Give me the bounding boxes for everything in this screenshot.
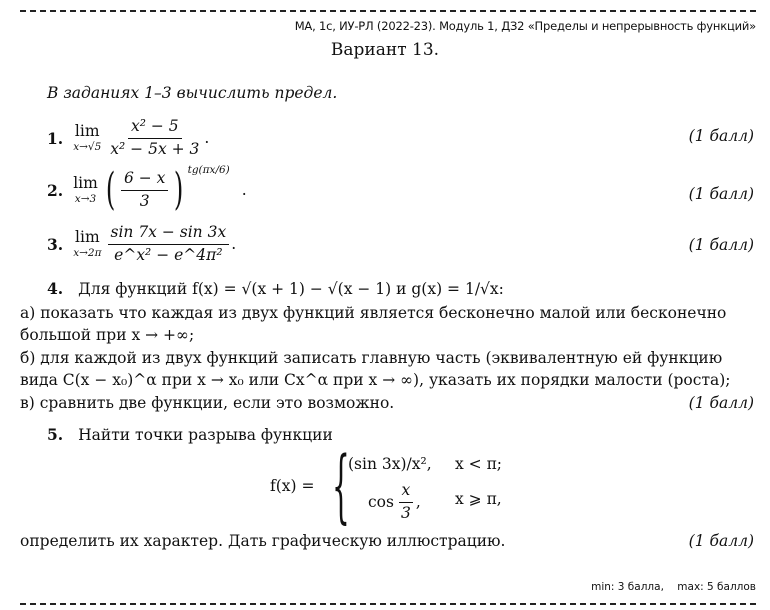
left-brace: { [332,439,350,532]
case-2-condition: x ⩾ π, [455,490,502,508]
max-score: max: 5 баллов [677,581,756,593]
limit-operator: lim x→√5 [73,122,102,153]
points-label: (1 балл) [688,394,754,412]
piecewise-lhs: f(x) = [270,477,315,495]
comma: , [415,493,421,512]
problem-number: 5. [47,425,64,444]
problem-number: 1. [47,128,64,148]
part-a-line-1: а) показать что каждая из двух функций является бесконечно малой или бесконечно [20,304,727,322]
problem-3: 3. lim x→2π $\frac{\sin 7x - \sin 3x}{\text{e\textasciicircum{}x² − e\textasciicircum{}4π²}}$ . [47,223,237,264]
numerator: x [399,482,414,503]
points-label: (1 балл) [688,236,754,254]
fraction [121,170,168,211]
problem-4-text: Для функций f(x) = √(x + 1) − √(x − 1) и g(x) = 1/√x: [78,280,504,298]
problem-number: 2. [47,180,64,200]
problem-4-intro [47,279,770,298]
problem-5-text: Найти точки разрыва функции [78,426,333,444]
denominator: 3 [139,191,150,210]
course-header: МА, 1с, ИУ-РЛ (2022-23). Модуль 1, ДЗ2 «Пределы и непрерывность функций» [294,19,756,33]
case-1-condition: x < π; [455,455,502,473]
numerator: x² − 5 [128,118,182,139]
case-1-expr: (sin 3x)/x², [348,455,432,473]
points-label: (1 балл) [688,532,754,550]
instruction-text: В заданиях 1–3 вычислить предел. [47,84,338,102]
right-paren: ) [174,164,184,215]
bottom-cut-line [20,603,756,605]
numerator: sin 7x − sin 3x [108,224,230,245]
part-b-line-2: вида C(x − x₀)^α при x → x₀ или Cx^α при x → ∞), указать их порядки малости (роста); [20,371,731,389]
cos-label: cos [368,493,394,512]
limit-subscript: x→3 [74,192,97,205]
problem-1: 1. lim x→√5 $\frac{\text{x² − 5}}{\text{x² − 5x + 3}}$ . [47,117,210,158]
part-c-line: в) сравнить две функции, если это возможно. [20,394,395,412]
exponent: tg(πx/6) [187,164,230,176]
problem-number: 3. [47,234,64,254]
limit-subscript: x→2π [73,246,102,259]
problem-5-intro [47,425,770,444]
limit-operator: lim x→3 [73,174,98,205]
points-label: (1 балл) [688,127,754,145]
part-b-line-1: б) для каждой из двух функций записать главную часть (эквивалентную ей функцию [20,349,723,367]
numerator: 6 − x [121,170,168,191]
fraction [398,482,414,523]
min-score: min: 3 балла, [591,581,664,593]
denominator: x² − 5x + 3 [110,139,200,158]
variant-title: Вариант 13. [330,40,440,60]
score-footer [591,581,756,593]
denominator: e^x² − e^4π² [114,245,223,264]
fraction [107,118,202,159]
problem-5-conclusion: определить их характер. Дать графическую иллюстрацию. [20,532,506,550]
left-paren: ( [105,164,116,215]
fraction [108,224,230,265]
limit-operator: lim x→2π [73,228,102,259]
problem-number: 4. [47,279,64,298]
part-a-line-2: большой при x → +∞; [20,326,195,344]
denominator: 3 [400,503,411,522]
problem-2: 2. lim x→3 ( $\frac{6 - x}{3}$ ) tg(πx/6) . [47,164,247,215]
case-2-expr [368,482,421,523]
top-cut-line [20,10,756,12]
limit-subscript: x→√5 [73,140,102,153]
points-label: (1 балл) [688,185,754,203]
